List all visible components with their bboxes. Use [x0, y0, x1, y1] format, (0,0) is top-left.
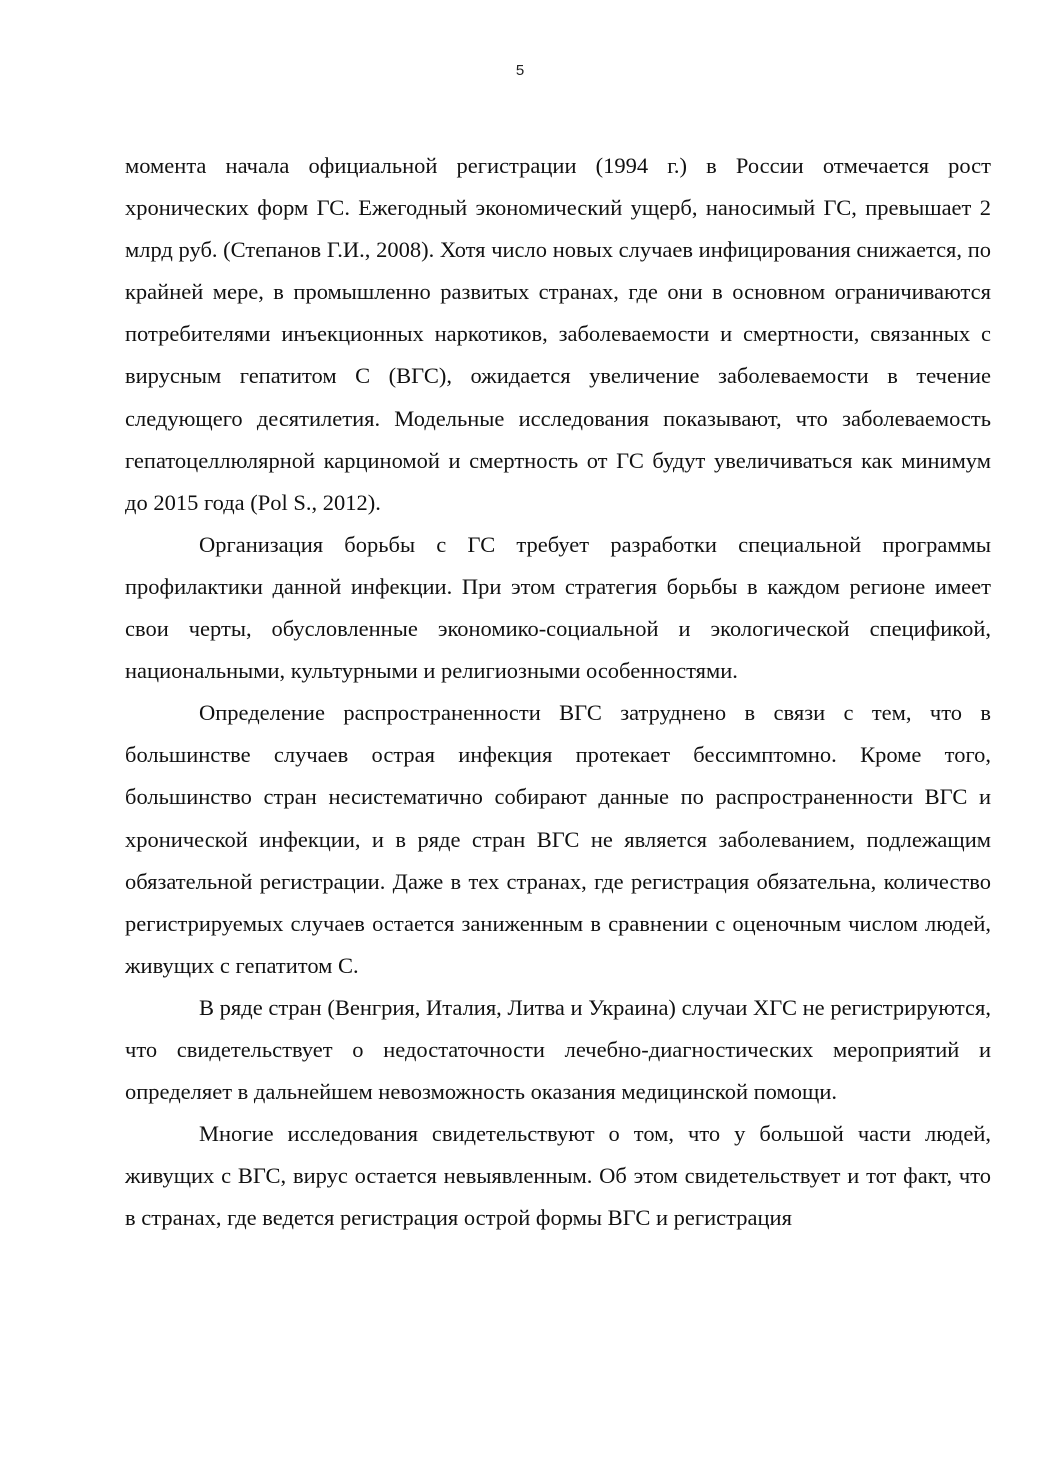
paragraph-2: Организация борьбы с ГС требует разработки специальной программы профилактики данной инфекции. При этом стратегия борьбы в каждом регионе имеет свои черты, обусловленные экономико-социальной и экологической спецификой, национальными, культурными и религиозными особенностями.	[125, 531, 991, 684]
paragraph-1: момента начала официальной регистрации (1994 г.) в России отмечается рост хронических форм ГС. Ежегодный экономический ущерб, наносимый ГС, превышает 2 млрд руб. (Степанов Г.И., 2008). Хотя число новых случаев инфицирования снижается, по крайней мере, в промышленно развитых странах, где они в основном ограничиваются потребителями инъекционных наркотиков, заболеваемости и смертности, связанных с вирусным гепатитом С (ВГС), ожидается увеличение заболеваемости в течение следующего десятилетия. Модельные исследования показывают, что заболеваемость гепатоцеллюлярной карциномой и смертность от ГС будут увеличиваться как минимум до 2015 года (Pol S., 2012).	[125, 153, 991, 515]
document-body	[125, 145, 991, 1239]
page-number: 5	[515, 62, 525, 79]
paragraph-3: Определение распространенности ВГС затруднено в связи с тем, что в большинстве случаев острая инфекция протекает бессимптомно. Кроме того, большинство стран несистематично собирают данные по распространенности ВГС и хронической инфекции, и в ряде стран ВГС не является заболеванием, подлежащим обязательной регистрации. Даже в тех странах, где регистрация обязательна, количество регистрируемых случаев остается заниженным в сравнении с оценочным числом людей, живущих с гепатитом С.	[125, 700, 991, 978]
paragraph-5: Многие исследования свидетельствуют о том, что у большой части людей, живущих с ВГС, вирус остается невыявленным. Об этом свидетельствует и тот факт, что в странах, где ведется регистрация острой формы ВГС и регистрация	[125, 1121, 991, 1231]
paragraph-4: В ряде стран (Венгрия, Италия, Литва и Украина) случаи ХГС не регистрируются, что свидетельствует о недостаточности лечебно-диагностических мероприятий и определяет в дальнейшем невозможность оказания медицинской помощи.	[125, 994, 991, 1105]
